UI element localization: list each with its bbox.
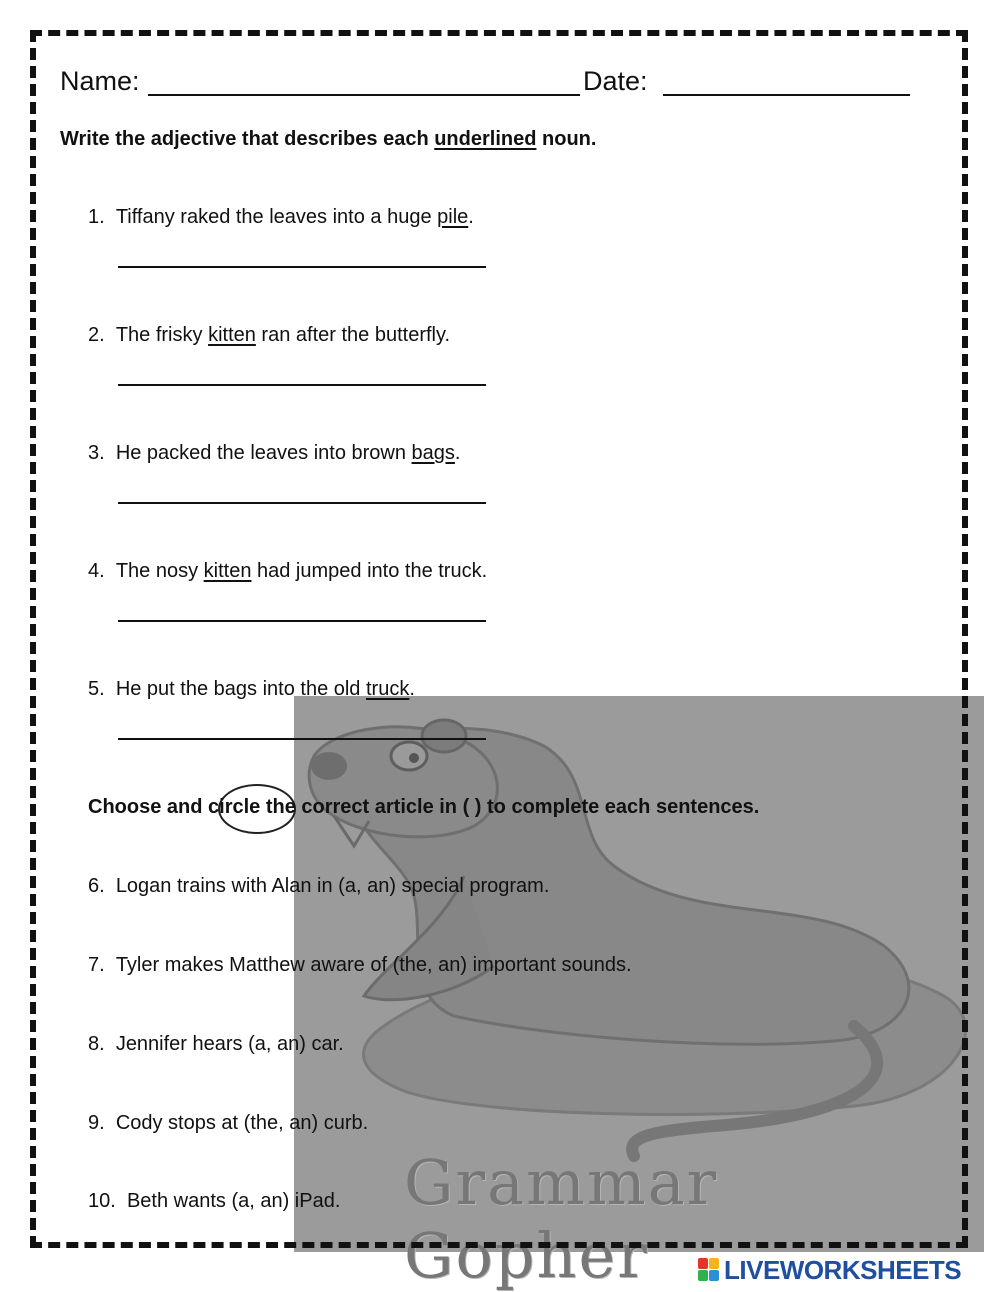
question-text: The frisky [115, 324, 209, 346]
question-number: 1. [88, 206, 105, 228]
question-number: 9. [88, 1112, 105, 1134]
underlined-noun: truck [366, 678, 410, 700]
question-3 [88, 442, 460, 465]
question-number: 8. [88, 1033, 105, 1055]
answer-line-1[interactable] [118, 266, 486, 268]
name-field[interactable] [148, 94, 580, 96]
question-text: Tiffany raked the leaves into a huge [115, 206, 438, 228]
question-text: He packed the leaves into brown [115, 442, 412, 464]
question-6[interactable] [88, 875, 549, 898]
question-text: He put the bags into the old [115, 678, 366, 700]
question-number: 10. [88, 1190, 116, 1212]
question-1 [88, 206, 474, 229]
answer-line-4[interactable] [118, 620, 486, 622]
instruction-text: the correct article in ( ) to complete each sentences. [260, 796, 760, 818]
answer-line-5[interactable] [118, 738, 486, 740]
liveworksheets-brand: LIVEWORKSHEETS [724, 1255, 962, 1285]
instruction-underlined: underlined [434, 128, 537, 150]
answer-line-2[interactable] [118, 384, 486, 386]
question-text: Jennifer hears (a, an) car. [115, 1033, 344, 1055]
question-number: 4. [88, 560, 105, 582]
question-8[interactable] [88, 1033, 344, 1056]
question-text: Logan trains with Alan in (a, an) special program. [115, 875, 550, 897]
answer-line-3[interactable] [118, 502, 486, 504]
instruction-text: Choose and [88, 796, 209, 818]
name-label: Name: [60, 66, 140, 96]
question-number: 5. [88, 678, 105, 700]
underlined-noun: kitten [208, 324, 256, 346]
date-field[interactable] [663, 94, 910, 96]
grammar-gopher-label: Grammar Gopher [404, 1146, 719, 1292]
question-number: 7. [88, 954, 105, 976]
question-2 [88, 324, 450, 347]
question-text: had jumped into the truck. [251, 560, 488, 582]
section2-instruction [88, 796, 759, 819]
question-10[interactable] [88, 1190, 340, 1213]
question-number: 3. [88, 442, 105, 464]
question-5 [88, 678, 415, 701]
underlined-noun: pile [437, 206, 469, 228]
question-text: . [468, 206, 474, 228]
question-text: The nosy [115, 560, 204, 582]
instruction-text: noun. [536, 128, 597, 150]
question-4 [88, 560, 487, 583]
date-label: Date: [583, 66, 648, 96]
question-text: Cody stops at (the, an) curb. [115, 1112, 369, 1134]
circled-word: circle [208, 796, 261, 818]
question-text: . [409, 678, 415, 700]
liveworksheets-icon [698, 1258, 720, 1282]
question-7[interactable] [88, 954, 632, 977]
underlined-noun: kitten [203, 560, 252, 582]
question-number: 2. [88, 324, 105, 346]
question-text: ran after the butterfly. [255, 324, 451, 346]
section1-instruction [60, 128, 596, 151]
question-text: Tyler makes Matthew aware of (the, an) important sounds. [115, 954, 632, 976]
underlined-noun: bags [411, 442, 455, 464]
question-text: . [454, 442, 461, 464]
instruction-text: Write the adjective that describes each [60, 128, 435, 150]
question-number: 6. [88, 875, 105, 897]
question-text: Beth wants (a, an) iPad. [126, 1190, 341, 1212]
question-9[interactable] [88, 1112, 368, 1135]
